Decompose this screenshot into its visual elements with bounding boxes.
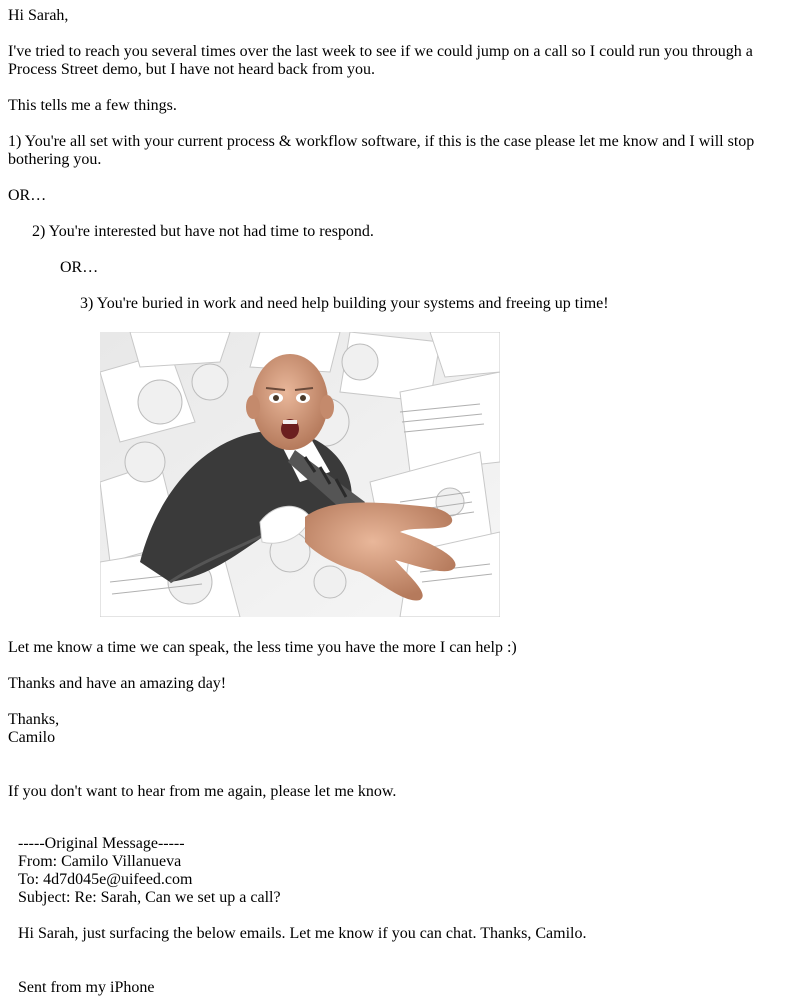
- email-point-2: 2) You're interested but have not had time to respond.: [32, 223, 374, 240]
- email-greeting: Hi Sarah,: [8, 7, 69, 24]
- email-paragraph-thanks: Thanks and have an amazing day!: [8, 675, 227, 692]
- original-message-to: To: 4d7d045e@uifeed.com: [18, 871, 193, 888]
- email-paragraph-speak: Let me know a time we can speak, the less time you have the more I can help :): [8, 639, 517, 656]
- email-signoff: Thanks,: [8, 711, 60, 728]
- email-or-1: OR…: [8, 187, 47, 204]
- original-message-header: -----Original Message-----: [18, 835, 185, 852]
- email-unsubscribe-note: If you don't want to hear from me again, please let me know.: [8, 783, 397, 800]
- email-point-1: 1) You're all set with your current process & workflow software, if this is the case please let me know and I will stop bothering you.: [8, 133, 755, 168]
- email-point-3: 3) You're buried in work and need help building your systems and freeing up time!: [80, 295, 609, 312]
- original-message-from: From: Camilo Villanueva: [18, 853, 182, 870]
- original-message-body: Hi Sarah, just surfacing the below emails. Let me know if you can chat. Thanks, Camilo.: [18, 925, 587, 942]
- email-or-2: OR…: [60, 259, 99, 276]
- original-message-subject: Subject: Re: Sarah, Can we set up a call?: [18, 889, 281, 906]
- email-paragraph-few-things: This tells me a few things.: [8, 97, 177, 114]
- email-signature: Camilo: [8, 729, 56, 746]
- original-message-footer: Sent from my iPhone: [18, 979, 155, 996]
- man-buried-in-paperwork-photo: [100, 332, 500, 617]
- email-paragraph-demo-request: I've tried to reach you several times over the last week to see if we could jump on a call so I could run you through a Process Street demo, but I have not heard back from you.: [8, 43, 753, 78]
